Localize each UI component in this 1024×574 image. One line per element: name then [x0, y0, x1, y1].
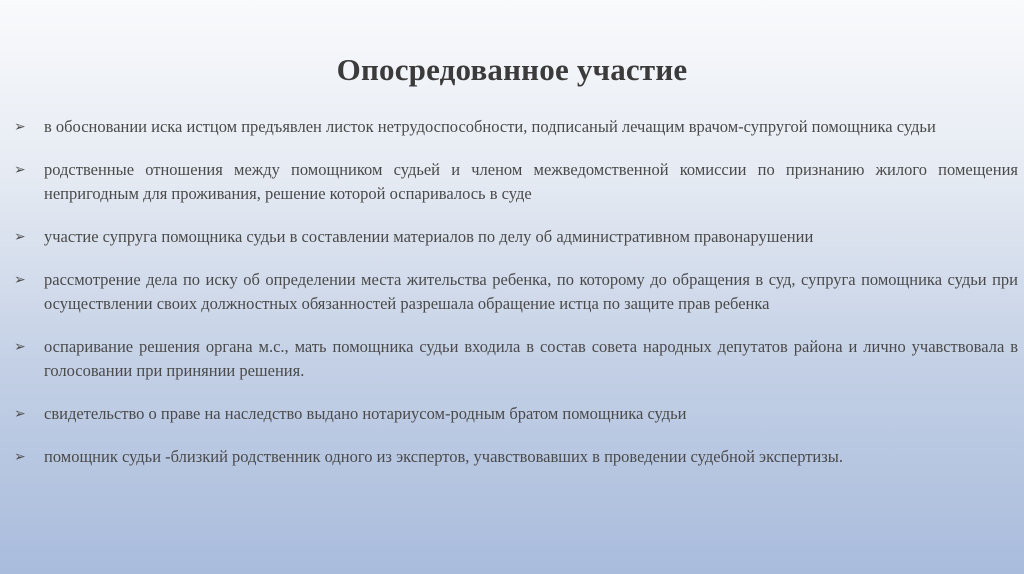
- list-item-text: рассмотрение дела по иску об определении места жительства ребенка, по которому до обращения в суд, супруга помощника судьи при осуществлении своих должностных обязанностей разрешала обращение истца по защите прав ребенка: [44, 270, 1018, 313]
- list-item-text: помощник судьи -близкий родственник одного из экспертов, учавствовавших в проведении судебной экспертизы.: [44, 447, 843, 466]
- arrow-bullet-icon: ➢: [14, 272, 26, 288]
- slide-title: Опосредованное участие: [336, 52, 688, 87]
- list-item-text: оспаривание решения органа м.с., мать помощника судьи входила в состав совета народных депутатов района и лично учавствовала в голосовании при принянии решения.: [44, 337, 1018, 380]
- list-item: [12, 268, 1018, 316]
- list-item: [12, 335, 1018, 383]
- list-item-text: участие супруга помощника судьи в составлении материалов по делу об административном правонарушении: [44, 227, 814, 246]
- list-item: [12, 225, 1018, 249]
- list-item-text: свидетельство о праве на наследство выдано нотариусом-родным братом помощника судьи: [44, 404, 687, 423]
- bullet-list: [12, 115, 1018, 488]
- list-item: [12, 115, 1018, 139]
- arrow-bullet-icon: ➢: [14, 406, 26, 422]
- arrow-bullet-icon: ➢: [14, 449, 26, 465]
- arrow-bullet-icon: ➢: [14, 229, 26, 245]
- list-item-text: родственные отношения между помощником судьей и членом межведомственной комиссии по признанию жилого помещения непригодным для проживания, решение которой оспаривалось в суде: [44, 160, 1018, 203]
- list-item: [12, 445, 1018, 469]
- list-item: [12, 158, 1018, 206]
- list-item: [12, 402, 1018, 426]
- list-item-text: в обосновании иска истцом предъявлен листок нетрудоспособности, подписаный лечащим врачом-супругой помощника судьи: [44, 117, 936, 136]
- arrow-bullet-icon: ➢: [14, 119, 26, 135]
- arrow-bullet-icon: ➢: [14, 162, 26, 178]
- arrow-bullet-icon: ➢: [14, 339, 26, 355]
